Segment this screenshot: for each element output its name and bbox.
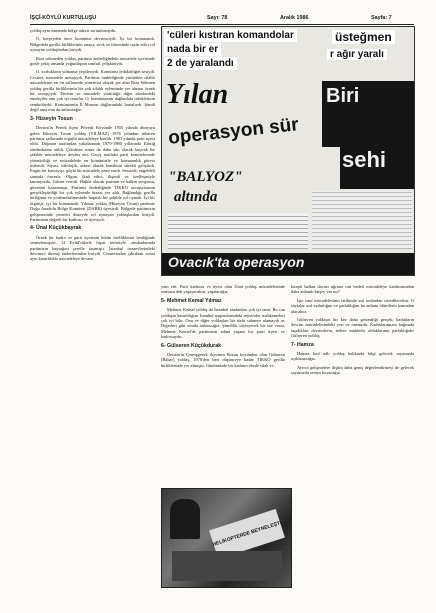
issue-number: Sayı: 78 (207, 15, 228, 21)
clipping-headline: 2 de yaralandı (164, 57, 237, 70)
paragraph: O, herşeyden önce komünist devrimciydi. İyi bir komutandı. Bölgedeki gerilla birliklerinin onaya, sevk ve idaresinde tayin edici rol oynayan yoldaşlardan biriydi. (30, 36, 155, 53)
clipping-headline: sehi (340, 145, 414, 189)
paragraph: İşte sınıf mücadelesinin tarihinde asıl tonlardan sözedilecektir. O sayfalar asıl aydınlığını ve parlaklığını bu anlamı ölümlerin kanından alacaktır. (291, 297, 414, 314)
clipping-text-block (312, 191, 412, 249)
clipping-headline: r ağır yaralı (327, 49, 387, 60)
paragraph: Dersim'in Çemişgezek ilçesinin Bozan köyünden olan Gülseren (Bahar) yoldaş, 1978'den beri düşünceye kadar TİKKO gerilla birliklerinde yer almıştır. Günümüzde bir kadının ebede silah ve (161, 352, 285, 368)
clipping-headline: 'cüleri kıstıran komandolar (164, 29, 297, 42)
paragraph: Mehmet Kemal yoldaş da İstanbul zindanları çok iyi tanır. Bu can yoldaşın kararlılığını İstanbul mapuslarındaki rejistörler mahkemeleri çok iyi bilir. Onu ve diğer yoldaşları bir türlü sahneye alamayıb ar. Diğerleri gibi onuda anlatacağız. Şimdilik söyleyecek bir söz varsa, Mehmet Kemal'de partimizin adına yaşam bir parti üyesi ve kadrosuydu. (161, 307, 285, 340)
newspaper-clippings-collage (161, 26, 415, 276)
paragraph: yam etti. Parti kadrosu ve üyesi olan Ünal yoldaş mücadelesinde sonsuza dek yaşayacaktır, yaşatacağız. (161, 284, 285, 295)
column-2 (161, 284, 285, 484)
clipping-headline: nada bir er (164, 43, 221, 56)
paragraph: Rıza sokmeden yoldaş, partinin önderliğindeki mücadele içerisinde gözle çekiç ansında yoğunlaşma sınıfsal çelişkiniyiti. (30, 55, 155, 67)
paragraph: O, zorlukların yılmama çeşitleriydi. Komünist fedakârlığın sesiydi. Cesaret, mücadele mesajıydı. Partimiz önderliğinde yürütülen silahlı mücadelenin en ön saflarında yöneticisi olarak yer alan Rıza Sökmen yoldaş gerilla birliklerinin bir çok silahlı eyleminde yer alması örnek bir savaşçıydı. Derisin ve mücadele yürüttüğü diğer alanlardaki emekçiler onu çok iyi tanırlar. O, komünizmin dağlardaki tüfeklerinin sembolüydü. Komünizmin İl Munzur dağlarındaki hartalıydı. Şimdi değil ama onu da anlatacağız. (30, 69, 155, 113)
paragraph: yoldaş aynı zamanda bölge askeri sorumlusuydu. (30, 28, 117, 33)
clipping-headline: operasyon sür (167, 114, 300, 149)
page-number: Sayfa: 7 (371, 15, 392, 21)
clipping-text-block (168, 213, 308, 249)
paragraph: Ayrıca gelişmelere ilişkin daha geniş değerlendirmeyi de gelecek sayımızda ortaya koyacağız. (291, 364, 414, 376)
clipping-headline: Ovacık'ta operasyon (162, 253, 415, 275)
clipping-headline: Biri (322, 81, 415, 147)
photo-caption: HELİKOPTERDE BEYNELEŞTI (211, 520, 283, 548)
paper-title: İŞÇİ-KÖYLÜ KURTULUŞU (30, 15, 97, 21)
paragraph: Hamza kod adlı yoldaş hakkında bilgi gelecek sayımızda açıklanacağız. (291, 351, 414, 362)
paragraph: kitaplı halkın davası uğruna can bedeli mücadeleye katılmasından daha anlamlı birşey var mı? (291, 284, 414, 295)
clipping-headline: Yılan (166, 79, 229, 110)
photo-figure (170, 499, 200, 539)
paragraph: Gülseren yoldaşın bir kez daha gösterdiği gerçek, kadınların devrim mücadelesindeki yeri ve önemidir. Kadınlarımızın bağrında taşıdıkları devrimlerin, nelere muktedir olduklarının parlaklığıdır Gülseren yoldaş. (291, 317, 414, 339)
column-3 (291, 284, 414, 514)
clipping-headline: altında (174, 189, 218, 205)
section-heading-4: 4- Ünal Küçükbayrak (30, 225, 82, 232)
paragraph: Dersim'in Pertek ilçesi Pilvesk Köyünde 1955 yılında dünyaya gelen Hüseyin Tosun yoldaş (YILMAZ) 1976 yılından itibaren partimiz saflarında örgütlü mücadeleye katıldı. 1981 yılında parti üyesi oldu. Düşman tarafından yakalanarak 1979-1980 yıllarında Elazığ zindanlarına atıldı. Çıktıktan sonra da daha sıkı olarak kaçırak bir şekilde mücadeleye devam etti. Geçiş mutlaka parti komitelerinde yöneticiliği ve mücadelede en komünistle ve komutanlık görevi üstlendi. Siyasi, ideolojik, askeri olarak kendisini sürekli geliştirdi. Engin bir kavrayışı, güçlü bir mücadele azmi vardı. Sessizdi, engeldeli samada öncesiz. Olgun, iknâ edici, ilişimli ve özelleşmiyle tanınıyordu. Güven verirdi. Halkla olacak partinin ve halkın sevgisini, güvenini kazanmıştı. Partimiz önderliğinde TİKKO savaşçılarının gerçekleştirdiği bir çok eylemde bizzat yer aldı. Bağlandığı gerilla birliğinin ve yönlendirilmesinde başarılı bir şekilde rol oynadı. İyi bir örgütçü, iyi bir komutandı. Yılmaz yoldaş (Hüseyin Tosun) partimiz Doğu Anadolu Bölge Komitesi (DABK) üyesiydi. Bölgede partimizin gelişmesinde yönetici düzeyde rol oynayan yoldaşlardan biriydi. Partimizin değerli bir kadrosu ve üyesiydi. (30, 125, 155, 222)
photo-foreground (172, 551, 282, 581)
issue-date: Aralık 1986 (280, 15, 309, 21)
clipping-headline: üsteğmen (332, 30, 395, 44)
section-heading-7: 7- Hamza (291, 341, 314, 348)
column-1 (30, 28, 155, 608)
paragraph: Örnek bir kadro ve parti üyesinin bütün özelliklerini benliğinde sentezlemiştiri. 12 Eylül'cülerle faşıst terörüyle, zindanlarında partimizin bayrağını şerefle taşımıştı. İstanbul cezaevlerindeki devrimci direniş önderlerinden biriydi. Cezaevinden çıktıktan sonra aynı kararlılıkla mücadeleye devam (30, 234, 155, 262)
page-header (30, 14, 414, 25)
section-heading-6: 6- Gülseren Küçükdurak (161, 342, 221, 349)
news-photo (161, 488, 292, 588)
section-heading-3: 3- Hüseyin Tosun (30, 115, 73, 122)
section-heading-5: 5- Mehmet Kemal Yılmaz (161, 297, 222, 304)
clipping-headline: "BALYOZ" (168, 169, 243, 185)
